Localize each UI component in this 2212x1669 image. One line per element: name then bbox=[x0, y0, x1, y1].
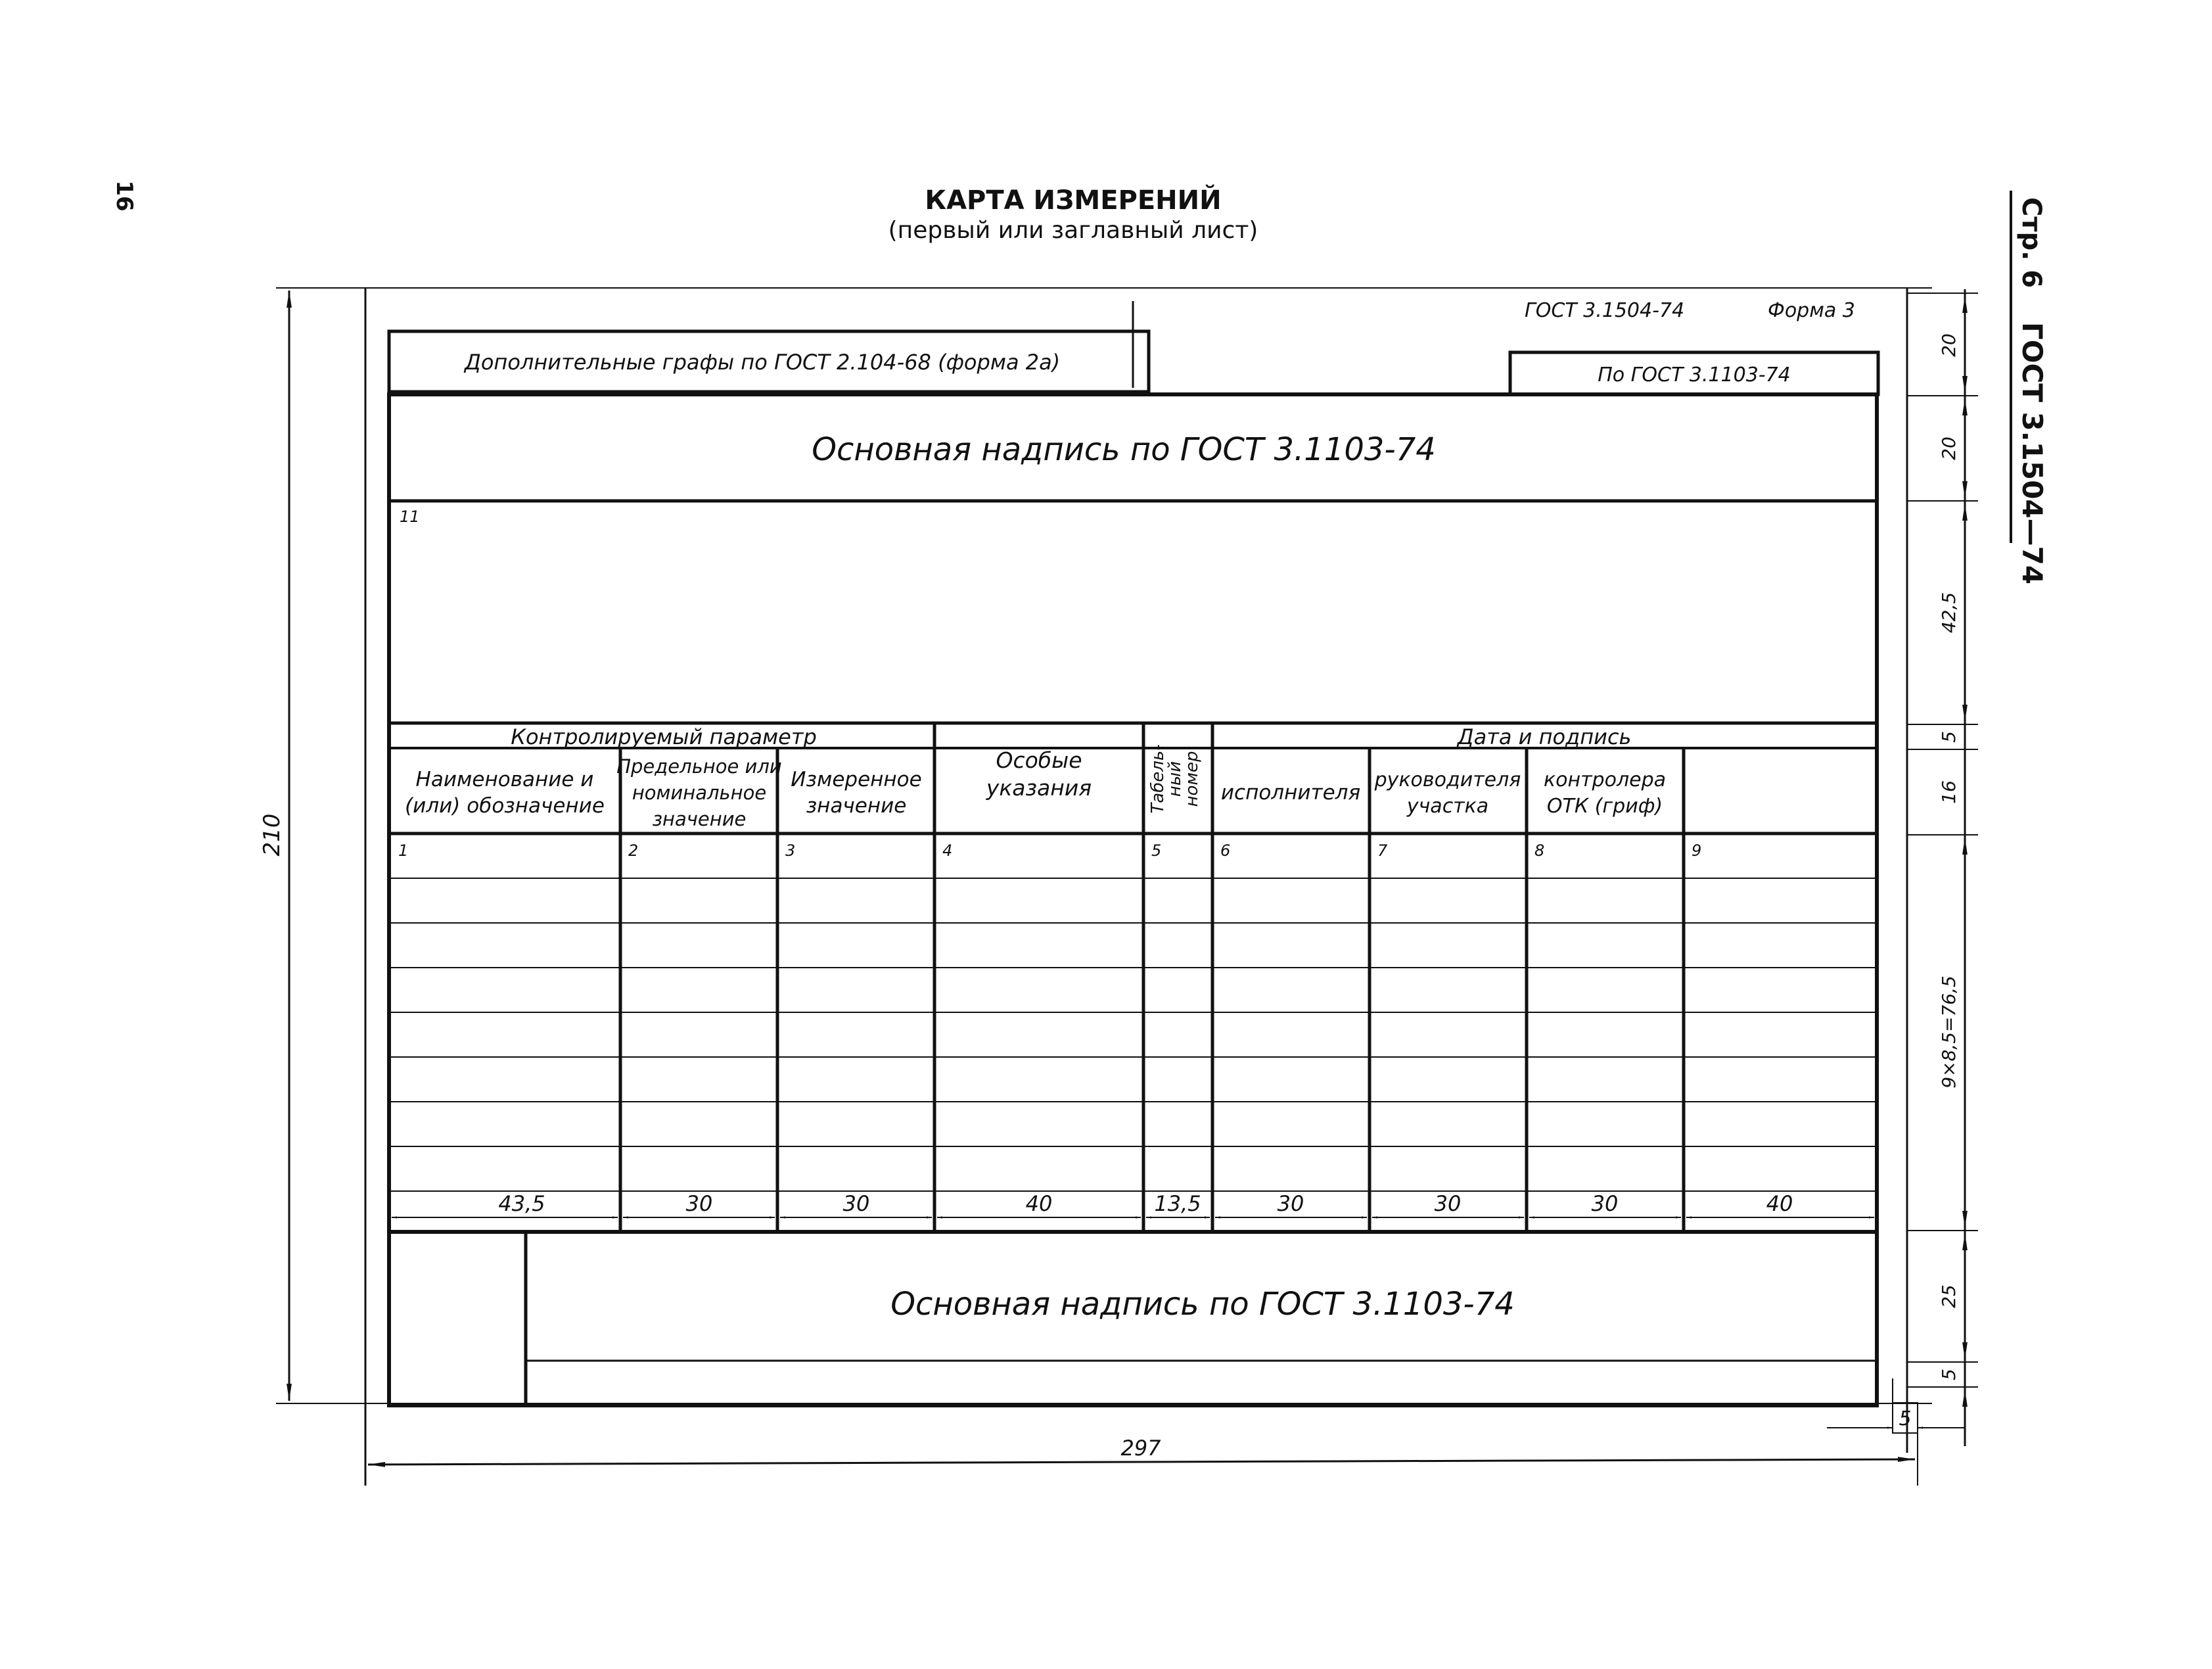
col-number: 3 bbox=[785, 841, 796, 860]
col-tab-line2: ный bbox=[1165, 761, 1185, 797]
form-standard: ГОСТ 3.1504-74 bbox=[1525, 299, 1685, 322]
col-special-line1: Особые bbox=[996, 747, 1082, 773]
col-name-line2: (или) обозначение bbox=[405, 794, 605, 818]
side-standard: ГОСТ 3.1504—74 bbox=[2016, 322, 2048, 585]
table-rows bbox=[389, 878, 1877, 1191]
col-number: 1 bbox=[398, 841, 409, 860]
col-number: 7 bbox=[1377, 841, 1388, 860]
dim-right-20b: 20 bbox=[1938, 436, 1960, 460]
col-special-line2: указания bbox=[986, 775, 1092, 801]
col-width-label: 30 bbox=[1591, 1191, 1619, 1216]
right-dimensions bbox=[1907, 289, 1978, 1446]
col-tab-number bbox=[1148, 744, 1202, 813]
col-width-label: 40 bbox=[1025, 1191, 1053, 1216]
page-subtitle: (первый или заглавный лист) bbox=[888, 217, 1258, 244]
width-dimension-labels bbox=[498, 1191, 1793, 1216]
col-measured-line2: значение bbox=[806, 794, 907, 818]
dim-right-rows: 9×8,5=76,5 bbox=[1938, 976, 1960, 1089]
col-number: 5 bbox=[1151, 841, 1162, 860]
dim-right-20a: 20 bbox=[1938, 333, 1960, 357]
col-limit-line3: значение bbox=[652, 808, 747, 830]
dim-right-5b: 5 bbox=[1938, 1369, 1960, 1380]
dim-right-25: 25 bbox=[1938, 1284, 1960, 1308]
col-otk-line2: ОТК (гриф) bbox=[1546, 795, 1663, 818]
dim-right-5a: 5 bbox=[1938, 731, 1960, 743]
dim-height-label: 210 bbox=[259, 813, 285, 857]
extra-columns-note: Дополнительные графы по ГОСТ 2.104-68 (форма 2а) bbox=[464, 350, 1061, 375]
col-number: 4 bbox=[942, 841, 953, 860]
page-number: 16 bbox=[111, 180, 137, 212]
col-number: 8 bbox=[1534, 841, 1545, 860]
col-width-label: 30 bbox=[1434, 1191, 1462, 1216]
dim-bottom5-label: 5 bbox=[1899, 1407, 1912, 1430]
col-head-line2: участка bbox=[1406, 795, 1489, 818]
col-exec: исполнителя bbox=[1220, 781, 1361, 805]
dim-right-16: 16 bbox=[1938, 780, 1960, 804]
col-number: 9 bbox=[1692, 841, 1702, 860]
col-width-label: 40 bbox=[1766, 1191, 1793, 1216]
form-label: Форма 3 bbox=[1768, 299, 1855, 322]
col-width-label: 30 bbox=[842, 1191, 870, 1216]
col-width-label: 43,5 bbox=[498, 1191, 545, 1216]
col-measured-line1: Измеренное bbox=[791, 768, 922, 791]
main-frame bbox=[389, 394, 1877, 1405]
title-block-bottom: Основная надпись по ГОСТ 3.1103-74 bbox=[890, 1286, 1515, 1323]
side-page-label: Стр. 6 bbox=[2016, 197, 2046, 289]
col-otk-line1: контролера bbox=[1543, 768, 1667, 791]
col-name-line1: Наименование и bbox=[415, 768, 594, 791]
page-title: КАРТА ИЗМЕРЕНИЙ bbox=[925, 185, 1222, 216]
col-head-line1: руководителя bbox=[1374, 768, 1521, 791]
col-width-label: 30 bbox=[685, 1191, 713, 1216]
title-block-top: Основная надпись по ГОСТ 3.1103-74 bbox=[812, 431, 1436, 468]
col-tab-line1: Табель- bbox=[1148, 744, 1168, 814]
dim-width-label: 297 bbox=[1120, 1436, 1161, 1461]
side-header bbox=[2016, 197, 2048, 584]
stamp-ref: По ГОСТ 3.1103-74 bbox=[1598, 364, 1791, 387]
column-numbers bbox=[398, 841, 1701, 860]
field-11-label: 11 bbox=[400, 507, 420, 526]
col-tab-line3: номер bbox=[1182, 751, 1202, 807]
dim-right-42-5: 42,5 bbox=[1938, 592, 1960, 634]
col-limit-line1: Предельное или bbox=[616, 755, 782, 778]
col-number: 6 bbox=[1220, 841, 1231, 860]
col-width-label: 13,5 bbox=[1154, 1191, 1201, 1216]
col-width-label: 30 bbox=[1277, 1191, 1304, 1216]
group-date-sign: Дата и подпись bbox=[1457, 724, 1632, 749]
group-parameter: Контролируемый параметр bbox=[511, 724, 817, 749]
col-number: 2 bbox=[628, 841, 639, 860]
col-limit-line2: номинальное bbox=[632, 782, 767, 804]
